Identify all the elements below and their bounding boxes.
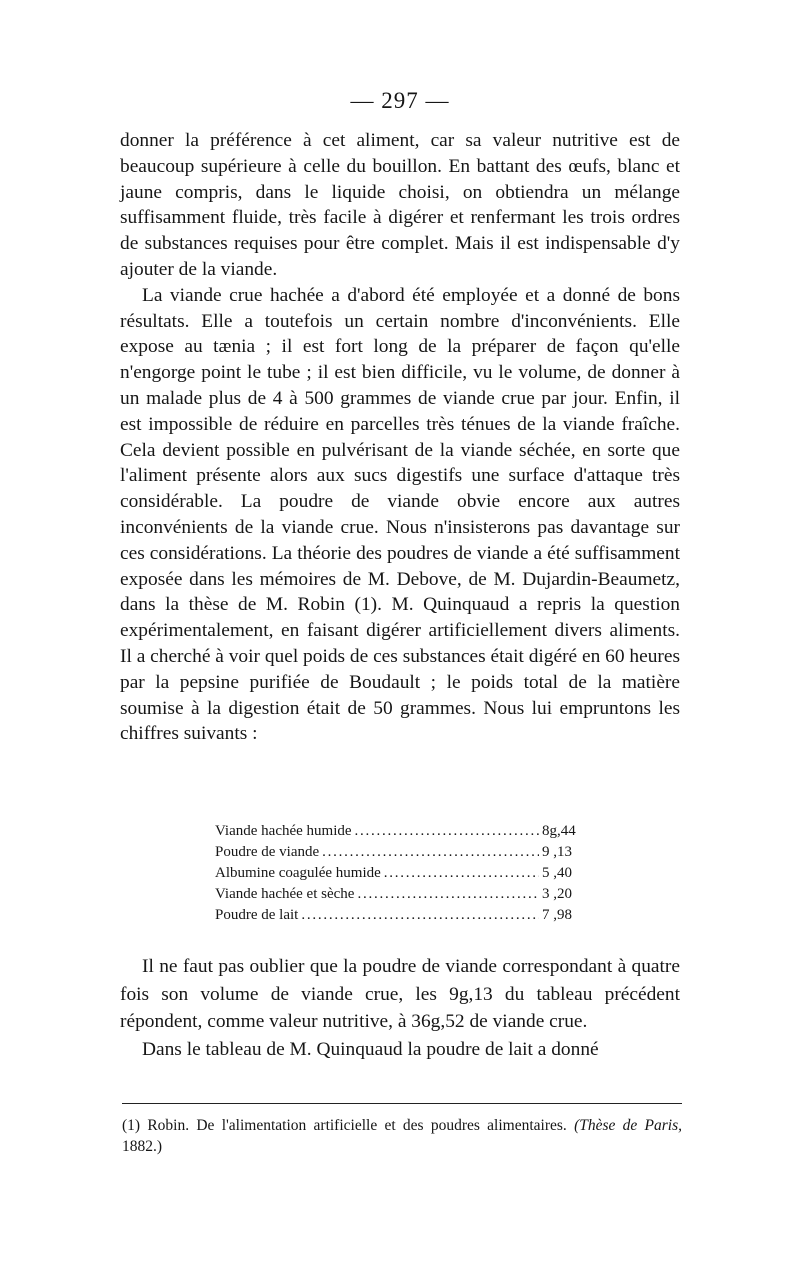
table-row <box>215 821 600 842</box>
footnote-source: (Thèse de Paris, <box>574 1117 682 1134</box>
table-row <box>215 884 600 905</box>
dot-leader <box>355 821 539 842</box>
table-row-value: 3 ,20 <box>542 886 572 902</box>
page-number: — 297 — <box>350 88 450 113</box>
paragraph: La viande crue hachée a d'abord été employée et a donné de bons résultats. Elle a toutefois un certain nombre d'inconvénients. Elle expose au tænia ; il est fort long de la préparer de façon qu'elle n'engorge point le tube ; il est bien difficile, vu le volume, de donner à un malade plus de 4 à 500 grammes de viande crue par jour. Enfin, il est impossible de réduire en parcelles très ténues de la viande fraîche. Cela devient possible en pulvérisant de la viande séchée, en sorte que l'aliment présente alors aux sucs digestifs une surface d'attaque très considérable. La poudre de viande obvie encore aux autres inconvénients de la viande crue. Nous n'insisterons pas davantage sur ces considérations. La théorie des poudres de viande a été suffisamment exposée dans les mémoires de M. Debove, de M. Dujardin-Beaumetz, dans la thèse de M. Robin (1). M. Quinquaud a repris la question expérimentalement, en faisant digérer artificiellement divers aliments. Il a cherché à voir quel poids de ces substances était digéré en 60 heures par la pepsine purifiée de Boudault ; le poids total de la matière soumise à la digestion était de 50 grammes. Nous lui empruntons les chiffres suivants : <box>120 284 680 745</box>
table-row-value: 5 ,40 <box>542 865 572 881</box>
paragraph: Il ne faut pas oublier que la poudre de viande correspondant à quatre fois son volume de viande crue, les 9g,13 du tableau précédent répondent, comme valeur nutritive, à 36g,52 de viande crue. <box>120 956 680 1032</box>
table-row-value: 7 ,98 <box>542 907 572 923</box>
footnote <box>122 1115 682 1157</box>
table-row <box>215 905 600 926</box>
digestion-table <box>215 821 600 926</box>
main-text-top <box>120 128 680 747</box>
table-row-label: Viande hachée et sèche <box>215 886 355 902</box>
footnote-divider <box>122 1103 682 1104</box>
footnote-year: 1882.) <box>122 1138 163 1155</box>
table-row <box>215 863 600 884</box>
main-text-bottom <box>120 953 680 1063</box>
dot-leader <box>322 842 539 863</box>
table-row-value: 9 ,13 <box>542 844 572 860</box>
table-row <box>215 842 600 863</box>
table-row-label: Poudre de lait <box>215 907 299 923</box>
footnote-text: (1) Robin. De l'alimentation artificielle et des poudres alimentaires. <box>122 1117 567 1134</box>
dot-leader <box>384 863 539 884</box>
table-row-label: Albumine coagulée humide <box>215 865 381 881</box>
paragraph: donner la préférence à cet aliment, car sa valeur nutritive est de beaucoup supérieure à celle du bouillon. En battant des œufs, blanc et jaune compris, dans le liquide choisi, on obtiendra un mélange suffisamment fluide, très facile à digérer et renfermant les trois ordres de substances requises pour être complet. Mais il est indispensable d'y ajouter de la viande. <box>120 130 680 280</box>
table-row-label: Viande hachée humide <box>215 823 352 839</box>
table-row-label: Poudre de viande <box>215 844 320 860</box>
table-row-value: 8g,44 <box>542 823 576 839</box>
dot-leader <box>301 905 539 926</box>
dot-leader <box>357 884 539 905</box>
paragraph: Dans le tableau de M. Quinquaud la poudre de lait a donné <box>142 1038 599 1060</box>
